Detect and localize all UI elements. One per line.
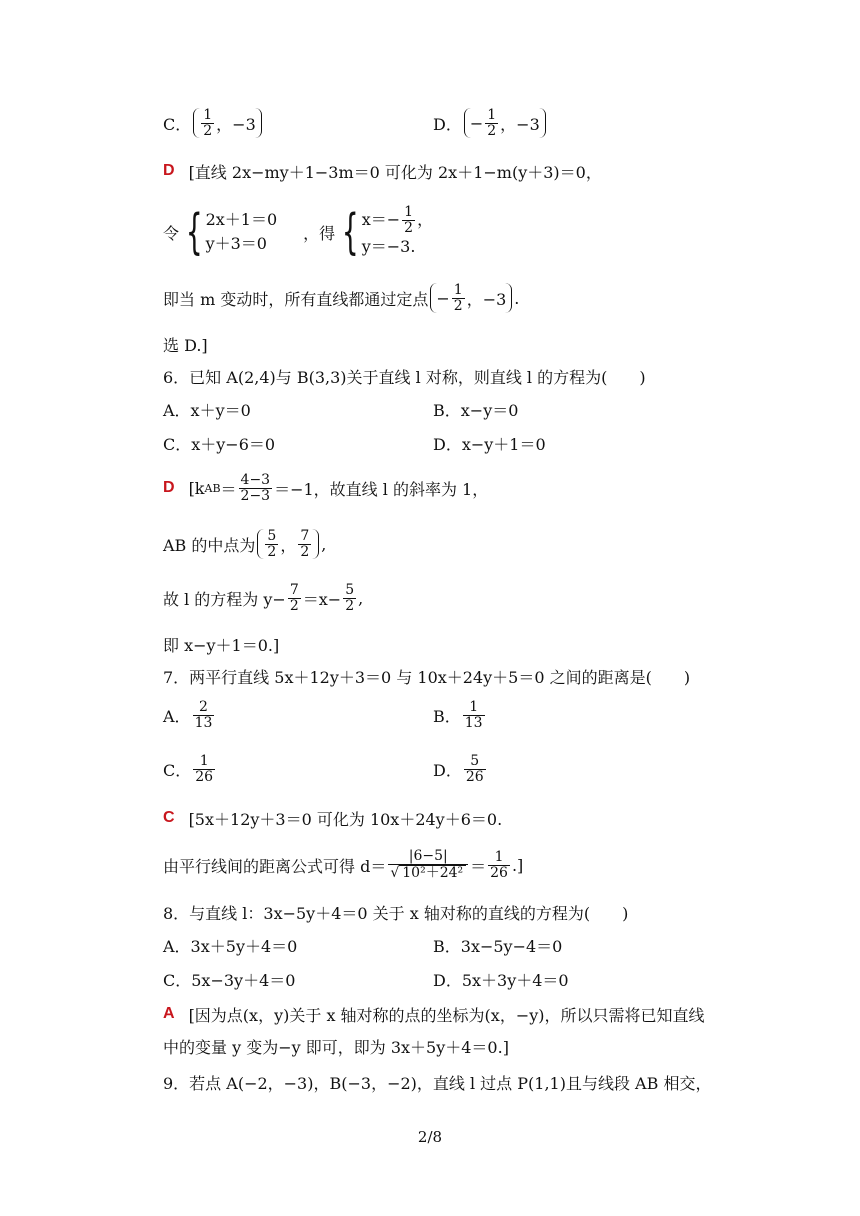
q7-option-d: D． $\frac{5}{26}$ bbox=[433, 753, 484, 785]
q8-option-d: D．5x＋3y＋4＝0 bbox=[433, 971, 569, 990]
q6-option-b: B．x−y＝0 bbox=[433, 401, 519, 420]
q8-option-a: A．3x＋5y＋4＝0 bbox=[163, 937, 298, 956]
q8-option-c: C．5x−3y＋4＝0 bbox=[163, 971, 296, 990]
equation-system-1: { 2x＋1＝0 y＋3＝0 bbox=[185, 204, 278, 260]
paren-group: $\frac{1}{2}$ ，−3 bbox=[193, 108, 262, 138]
q6-option-a: A．x＋y＝0 bbox=[163, 401, 251, 420]
paren-group: $\frac{5}{2}$ ， $\frac{7}{2}$ bbox=[257, 529, 319, 559]
q6-solution-midpoint: AB 的中点为 $\frac{5}{2}$ ， $\frac{7}{2}$ , bbox=[163, 527, 327, 560]
q5-option-c: C． $\frac{1}{2}$ ，−3 bbox=[163, 108, 264, 138]
q9-stem: 9．若点 A(−2，−3)，B(−3，−2)，直线 l 过点 P(1,1)且与线段 AB 相交， bbox=[163, 1073, 712, 1093]
q5-solution-line1: D [直线 2x−my＋1−3m＝0 可化为 2x＋1−m(y＋3)＝0， bbox=[163, 162, 602, 182]
answer-letter: D bbox=[163, 479, 175, 496]
q5-solution-system: 令 { 2x＋1＝0 y＋3＝0 ，得 { x＝− $\frac{1}{2}$ ， y＝−3. bbox=[163, 203, 434, 260]
q6-solution-equation: 故 l 的方程为 y− $\frac{7}{2}$ ＝x− $\frac{5}{2}$ , bbox=[163, 581, 364, 614]
q7-option-a: A． $\frac{2}{13}$ bbox=[163, 699, 213, 731]
q8-stem: 8．与直线 l：3x−5y＋4＝0 关于 x 轴对称的直线的方程为( ) bbox=[163, 903, 629, 923]
answer-letter: C bbox=[163, 809, 175, 826]
q7-solution-line1: C [5x＋12y＋3＝0 可化为 10x＋24y＋6＝0. bbox=[163, 809, 503, 829]
q6-solution-final: 即 x−y＋1＝0.] bbox=[163, 635, 280, 655]
paren-group: − $\frac{1}{2}$ ，−3 bbox=[464, 108, 546, 138]
q8-option-b: B．3x−5y−4＝0 bbox=[433, 937, 563, 956]
q7-option-c: C． $\frac{1}{26}$ bbox=[163, 753, 214, 785]
q7-solution-line2: 由平行线间的距离公式可得 d＝ |6−5| √ 10²＋24² ＝ $\frac{1}{26}$ .] bbox=[163, 848, 524, 881]
q6-stem: 6．已知 A(2,4)与 B(3,3)关于直线 l 对称，则直线 l 的方程为( ) bbox=[163, 367, 646, 387]
q5-solution-line4: 选 D.] bbox=[163, 335, 208, 355]
equation-system-2: { x＝− $\frac{1}{2}$ ， y＝−3. bbox=[342, 203, 434, 260]
q5-solution-line3: 即当 m 变动时，所有直线都通过定点 − $\frac{1}{2}$ ，−3 . bbox=[163, 281, 520, 314]
q8-solution-line1: A [因为点(x，y)关于 x 轴对称的点的坐标为(x，−y)，所以只需将已知直线 bbox=[163, 1005, 705, 1025]
paren-group: − $\frac{1}{2}$ ，−3 bbox=[430, 283, 512, 313]
q7-option-b: B． $\frac{1}{13}$ bbox=[433, 699, 483, 731]
q5-option-d: D． − $\frac{1}{2}$ ，−3 bbox=[433, 108, 548, 138]
q6-solution-line1: D [k AB ＝ $\frac{4-3}{2-3}$ ＝−1，故直线 l 的斜率为 1， bbox=[163, 471, 489, 504]
answer-letter: A bbox=[163, 1005, 175, 1022]
q6-option-d: D．x−y＋1＝0 bbox=[433, 435, 546, 454]
distance-fraction: |6−5| √ 10²＋24² bbox=[388, 849, 468, 880]
q8-solution-line2: 中的变量 y 变为−y 即可，即为 3x＋5y＋4＝0.] bbox=[163, 1037, 509, 1057]
q6-option-c: C．x＋y−6＝0 bbox=[163, 435, 276, 454]
q7-stem: 7．两平行直线 5x＋12y＋3＝0 与 10x＋24y＋5＝0 之间的距离是( ) bbox=[163, 667, 691, 687]
page-number: 2/8 bbox=[417, 1128, 443, 1146]
answer-letter: D bbox=[163, 162, 175, 179]
